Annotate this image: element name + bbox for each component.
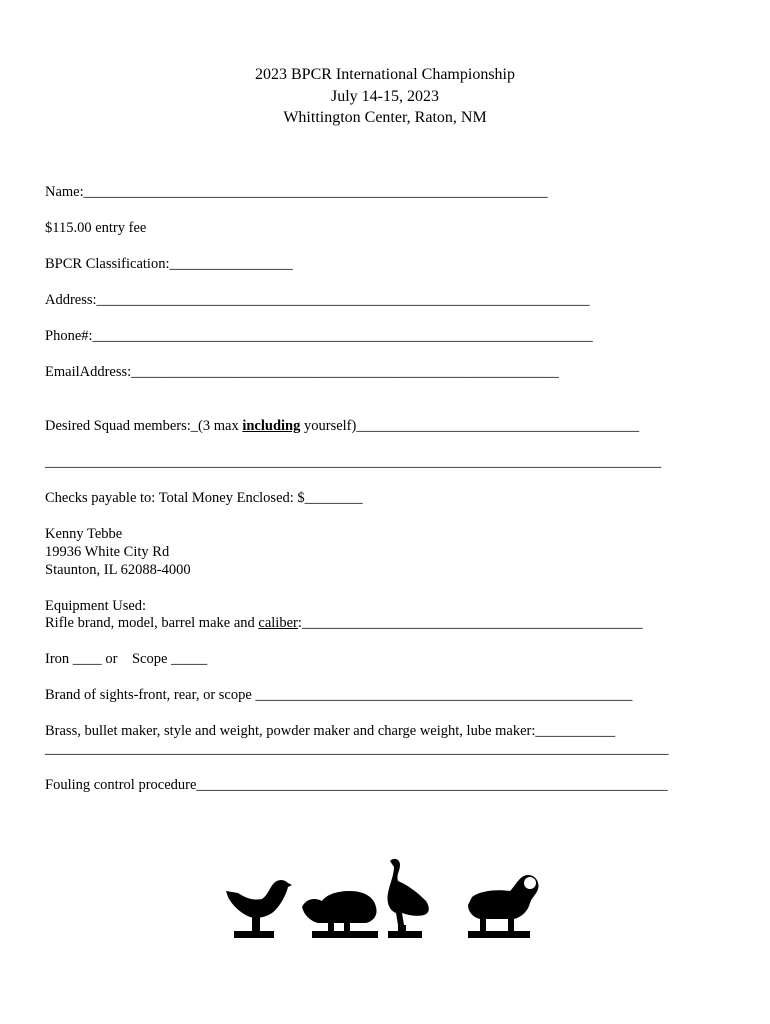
turkey-icon [387, 859, 428, 938]
address-field[interactable]: Address:____________________________________________________________________ [45, 292, 590, 308]
rifle-label-prefix: Rifle brand, model, barrel make and [45, 615, 259, 631]
ram-icon [468, 875, 539, 938]
sights-brand-field[interactable]: Brand of sights-front, rear, or scope ____________________________________________________ [45, 687, 633, 703]
classification-field[interactable]: BPCR Classification:_________________ [45, 256, 293, 272]
event-location: Whittington Center, Raton, NM [283, 109, 487, 126]
payee-street: 19936 White City Rd [45, 544, 170, 560]
phone-field[interactable]: Phone#:_____________________________________________________________________ [45, 328, 593, 344]
payee-city: Staunton, IL 62088-4000 [45, 562, 191, 578]
squad-label-suffix: yourself)_______________________________________ [300, 418, 640, 434]
silhouette-targets-svg [218, 855, 548, 945]
equipment-heading: Equipment Used: [45, 598, 147, 614]
email-field[interactable]: EmailAddress:___________________________________________________________ [45, 364, 559, 380]
checks-payable[interactable]: Checks payable to: Total Money Enclosed: $________ [45, 490, 363, 506]
ammo-field[interactable]: Brass, bullet maker, style and weight, powder maker and charge weight, lube maker:___________ [45, 723, 616, 739]
event-title: 2023 BPCR International Championship [255, 66, 515, 83]
sights-type-field[interactable]: Iron ____ or Scope _____ [45, 651, 208, 667]
squad-members-line2[interactable]: _____________________________________________________________________________________ [45, 454, 662, 470]
fouling-field[interactable]: Fouling control procedure_________________________________________________________________ [45, 777, 668, 793]
chicken-icon [226, 880, 292, 938]
pig-icon [302, 891, 378, 938]
name-field[interactable]: Name:________________________________________________________________ [45, 184, 548, 200]
payee-name: Kenny Tebbe [45, 526, 123, 542]
event-header [0, 64, 770, 129]
rifle-label-suffix: :_______________________________________________ [297, 615, 643, 631]
entry-fee: $115.00 entry fee [45, 220, 147, 236]
squad-label-prefix: Desired Squad members:_(3 max [45, 418, 243, 434]
ammo-field-line2[interactable]: ______________________________________________________________________________________ [45, 741, 669, 757]
squad-members-field[interactable] [45, 417, 639, 435]
event-dates: July 14-15, 2023 [331, 87, 439, 105]
squad-label-emphasis: including [242, 418, 301, 434]
silhouette-targets [218, 855, 548, 945]
rifle-label-emphasis: caliber [258, 615, 298, 631]
rifle-field[interactable] [45, 614, 643, 632]
